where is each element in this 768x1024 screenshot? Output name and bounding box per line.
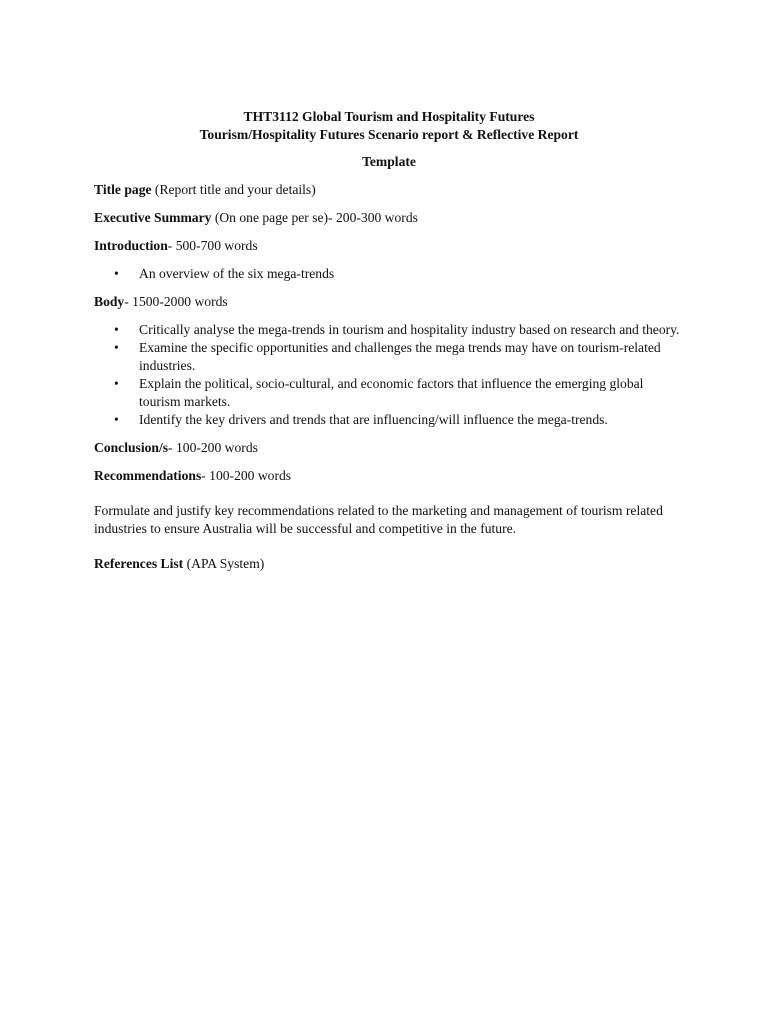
bullet-icon: • (114, 376, 119, 391)
document-content (94, 108, 684, 573)
references-text: (APA System) (183, 556, 265, 571)
body-label: Body (94, 294, 125, 309)
list-item (94, 265, 684, 283)
conclusion-line (94, 439, 684, 457)
conclusion-label: Conclusion/s (94, 440, 169, 455)
introduction-bullet-list (94, 265, 684, 283)
list-item (94, 339, 684, 375)
recommendations-line (94, 467, 684, 485)
list-item (94, 375, 684, 411)
bullet-text: Explain the political, socio-cultural, and economic factors that influence the emerging global tourism markets. (139, 376, 644, 409)
template-heading: Template (362, 154, 416, 169)
body-line (94, 293, 684, 311)
title-page-text: (Report title and your details) (151, 182, 316, 197)
bullet-text: An overview of the six mega-trends (139, 266, 335, 281)
recommendations-text: - 100-200 words (201, 468, 292, 483)
executive-summary-line (94, 209, 684, 227)
executive-summary-label: Executive Summary (94, 210, 212, 225)
document-title (94, 108, 684, 144)
references-label: References List (94, 556, 184, 571)
bullet-icon: • (114, 412, 119, 427)
introduction-line (94, 237, 684, 255)
bullet-text: Critically analyse the mega-trends in tourism and hospitality industry based on research and theory. (139, 322, 680, 337)
title-line-course: THT3112 Global Tourism and Hospitality Futures (243, 109, 535, 124)
body-text: - 1500-2000 words (124, 294, 228, 309)
bullet-icon: • (114, 266, 119, 281)
body-bullet-list (94, 321, 684, 429)
title-page-label: Title page (94, 182, 152, 197)
bullet-icon: • (114, 340, 119, 355)
conclusion-text: - 100-200 words (168, 440, 258, 455)
executive-summary-text: (On one page per se)- 200-300 words (211, 210, 418, 225)
list-item (94, 321, 684, 339)
introduction-text: - 500-700 words (167, 238, 258, 253)
references-line (94, 555, 684, 573)
recommendations-paragraph: Formulate and justify key recommendations related to the marketing and management of tourism related industries to ensure Australia will be successful and competitive in the future. (94, 503, 663, 536)
bullet-text: Examine the specific opportunities and challenges the mega trends may have on tourism-related industries. (139, 340, 661, 373)
bullet-text: Identify the key drivers and trends that are influencing/will influence the mega-trends. (139, 412, 608, 427)
introduction-label: Introduction (94, 238, 168, 253)
title-page-line (94, 181, 684, 199)
bullet-icon: • (114, 322, 119, 337)
list-item (94, 411, 684, 429)
title-line-report: Tourism/Hospitality Futures Scenario report & Reflective Report (199, 127, 579, 142)
recommendations-label: Recommendations (94, 468, 202, 483)
